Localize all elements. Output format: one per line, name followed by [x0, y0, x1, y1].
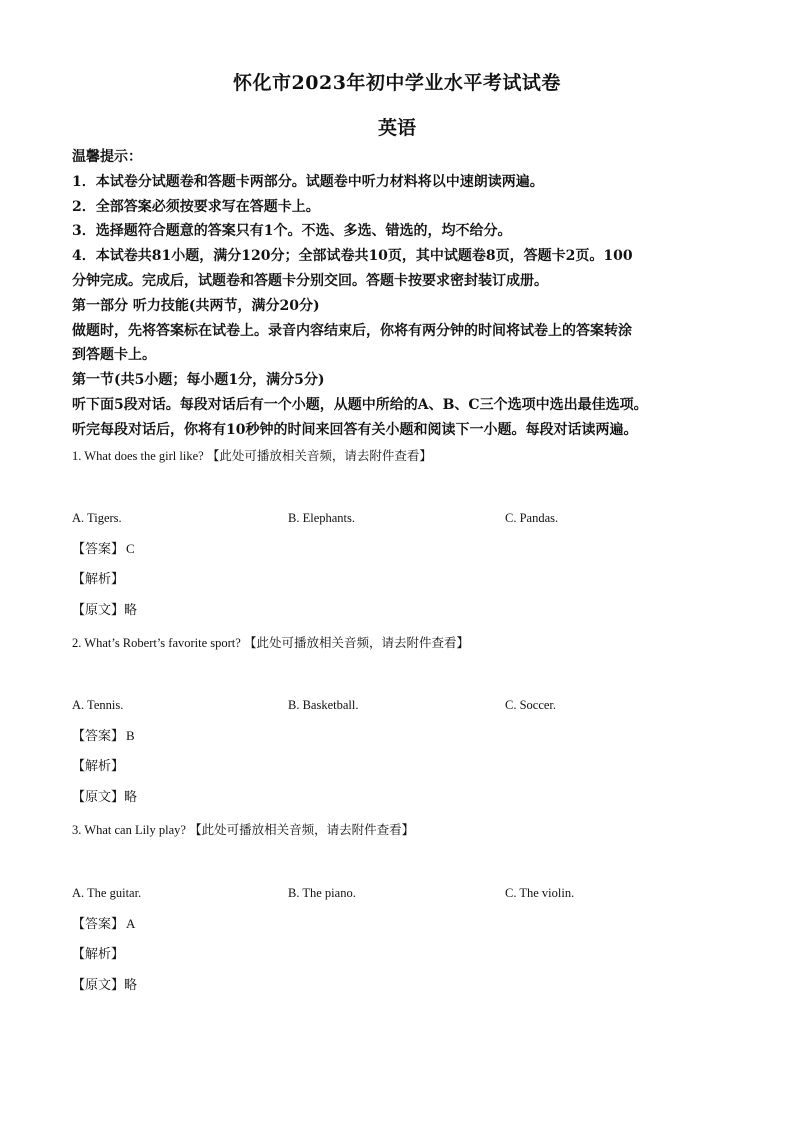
option-a: A. Tennis. — [72, 698, 124, 712]
answer-row — [72, 540, 135, 559]
original-row — [72, 977, 137, 995]
exam-subject: 英语 — [377, 117, 416, 139]
answer-label: 【答案】 — [72, 729, 125, 744]
question-text: 3. What can Lily play? — [72, 823, 190, 837]
option-c: C. The violin. — [505, 886, 575, 900]
audio-note-link[interactable]: 【此处可播放相关音频，请去附件查看】 — [189, 822, 415, 837]
analysis-row — [72, 758, 124, 776]
question-stem — [72, 821, 414, 839]
original-value: 略 — [124, 603, 138, 618]
part1-instruction: 做题时，先将答案标在试卷上。录音内容结束后，你将有两分钟的时间将试卷上的答案转涂 — [72, 323, 632, 339]
original-row — [72, 602, 137, 620]
analysis-label: 【解析】 — [72, 947, 125, 962]
notice-line: 1．本试卷分试题卷和答题卡两部分。试题卷中听力材料将以中速朗读两遍。 — [72, 174, 544, 190]
option-b: B. The piano. — [288, 886, 356, 900]
option-c: C. Soccer. — [505, 698, 557, 712]
option-a: A. The guitar. — [72, 886, 142, 900]
question-stem — [72, 447, 432, 465]
analysis-label: 【解析】 — [72, 759, 125, 774]
notice-line: 3．选择题符合题意的答案只有1个。不选、多选、错选的，均不给分。 — [72, 223, 512, 239]
original-value: 略 — [124, 978, 138, 993]
part1-instruction: 到答题卡上。 — [72, 347, 156, 363]
audio-note-link[interactable]: 【此处可播放相关音频，请去附件查看】 — [243, 635, 469, 650]
exam-title: 怀化市2023年初中学业水平考试试卷 — [233, 72, 561, 94]
answer-row — [72, 727, 135, 746]
answer-label: 【答案】 — [72, 542, 125, 557]
notice-line: 分钟完成。完成后，试题卷和答题卡分别交回。答题卡按要求密封装订成册。 — [72, 273, 548, 289]
question-stem — [72, 634, 469, 652]
answer-row — [72, 915, 135, 934]
answer-value: A — [126, 916, 136, 931]
analysis-row — [72, 571, 124, 589]
option-c: C. Pandas. — [505, 511, 559, 525]
notice-line: 4．本试卷共81小题，满分120分；全部试卷共10页，其中试题卷8页，答题卡2页。100 — [72, 248, 633, 264]
original-label: 【原文】 — [72, 978, 125, 993]
question-text: 2. What’s Robert’s favorite sport? — [72, 636, 244, 650]
analysis-row — [72, 946, 124, 964]
original-row — [72, 789, 137, 807]
question-text: 1. What does the girl like? — [72, 449, 207, 463]
section1-instruction: 听完每段对话后，你将有10秒钟的时间来回答有关小题和阅读下一小题。每段对话读两遍。 — [72, 422, 638, 438]
audio-note-link[interactable]: 【此处可播放相关音频，请去附件查看】 — [206, 448, 432, 463]
section1-heading: 第一节(共5小题；每小题1分，满分5分) — [72, 372, 325, 388]
analysis-label: 【解析】 — [72, 572, 125, 587]
answer-value: B — [126, 728, 135, 743]
section1-instruction: 听下面5段对话。每段对话后有一个小题，从题中所给的A、B、C三个选项中选出最佳选项。 — [72, 397, 648, 413]
option-b: B. Basketball. — [288, 698, 359, 712]
option-a: A. Tigers. — [72, 511, 122, 525]
answer-label: 【答案】 — [72, 917, 125, 932]
part1-heading: 第一部分 听力技能(共两节，满分20分) — [72, 298, 320, 314]
notice-line: 2．全部答案必须按要求写在答题卡上。 — [72, 199, 320, 215]
original-label: 【原文】 — [72, 603, 125, 618]
original-value: 略 — [124, 790, 138, 805]
original-label: 【原文】 — [72, 790, 125, 805]
option-b: B. Elephants. — [288, 511, 356, 525]
notice-heading: 温馨提示： — [72, 149, 142, 165]
answer-value: C — [126, 541, 135, 556]
